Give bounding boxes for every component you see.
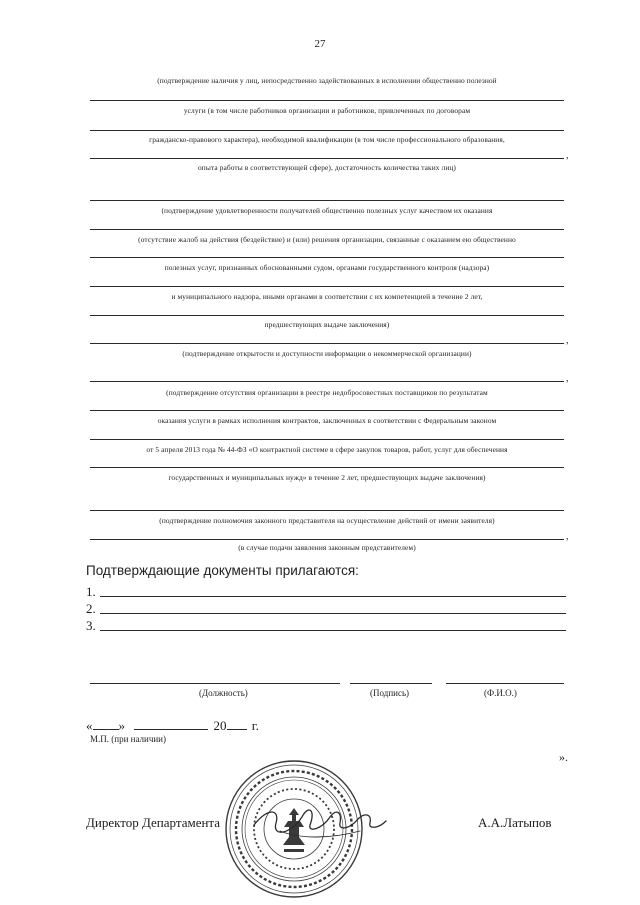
- fill-line: [90, 158, 564, 159]
- caption-satisfaction-5: предшествующих выдаче заключения): [264, 320, 390, 329]
- fill-line: [90, 257, 564, 258]
- caption-qualification-3: гражданско-правового характера), необходимой квалификации (в том числе профессионального образования,: [149, 135, 505, 144]
- fill-line: [90, 410, 564, 411]
- document-fill-line: [100, 613, 566, 614]
- fio-line: [446, 683, 564, 684]
- year-prefix: 20: [213, 718, 227, 733]
- month-blank: [134, 717, 208, 730]
- document-item: [86, 601, 566, 616]
- year-suffix: г.: [251, 718, 259, 733]
- caption-registry-3: от 5 апреля 2013 года № 44-ФЗ «О контрактной системе в сфере закупок товаров, работ, услуг для обеспечения: [146, 445, 508, 454]
- document-fill-line: [100, 630, 566, 631]
- document-fill-line: [100, 596, 566, 597]
- caption-registry-1: (подтверждение отсутствия организации в реестре недобросовестных поставщиков по результатам: [166, 388, 488, 397]
- caption-satisfaction-4: и муниципального надзора, иными органами в соответствии с их компетенцией в течение 2 лет,: [171, 292, 483, 301]
- caption-openness: (подтверждение открытости и доступности информации о некоммерческой организации): [182, 349, 472, 358]
- fill-line: [90, 539, 564, 540]
- document-number: 1.: [86, 584, 96, 599]
- date-open-quote: «: [86, 718, 93, 733]
- page-number: 27: [314, 38, 326, 50]
- fill-line: [90, 229, 564, 230]
- fill-line: [90, 200, 564, 201]
- position-caption: (Должность): [199, 688, 248, 698]
- line-end-comma: ,: [566, 150, 569, 161]
- signature-caption: (Подпись): [370, 688, 410, 698]
- caption-satisfaction-2: (отсутствие жалоб на действия (бездействие) и (или) решения организации, связанные с оказанием ею общественно: [138, 235, 516, 244]
- document-item: [86, 584, 566, 599]
- date-line: [86, 717, 259, 734]
- signer-title: Директор Департамента: [86, 815, 221, 830]
- fill-line: [90, 510, 564, 511]
- line-end-comma: ,: [566, 373, 569, 384]
- signature-line: [350, 683, 432, 684]
- day-blank: [93, 717, 119, 730]
- fill-line: [90, 100, 564, 101]
- fill-line: [90, 286, 564, 287]
- fill-line: [90, 439, 564, 440]
- fill-line: [90, 343, 564, 344]
- caption-satisfaction-1: (подтверждение удовлетворенности получателей общественно полезных услуг качеством их оказания: [161, 206, 493, 215]
- caption-representative-1: (подтверждение полномочия законного представителя на осуществление действий от имени заявителя): [159, 516, 495, 525]
- closing-quote: ».: [559, 750, 568, 764]
- fill-line: [90, 467, 564, 468]
- caption-qualification-2: услуги (в том числе работников организации и работников, привлеченных по договорам: [183, 106, 471, 115]
- caption-registry-2: оказания услуги в рамках исполнения контрактов, заключенных в соответствии с Федеральным законом: [157, 416, 497, 425]
- position-line: [90, 683, 340, 684]
- fill-line: [90, 130, 564, 131]
- caption-qualification-1: (подтверждение наличия у лиц, непосредственно задействованных в исполнении общественно полезной: [157, 76, 497, 85]
- caption-representative-2: (в случае подачи заявления законным представителем): [238, 543, 416, 552]
- documents-heading: Подтверждающие документы прилагаются:: [86, 563, 359, 578]
- stamp-place-label: М.П. (при наличии): [90, 734, 166, 744]
- date-close-quote: »: [118, 718, 125, 733]
- fill-line: [90, 315, 564, 316]
- document-number: 3.: [86, 618, 96, 633]
- caption-qualification-4: опыта работы в соответствующей сфере), достаточность количества таких лиц): [198, 163, 456, 172]
- line-end-comma: ,: [566, 531, 569, 542]
- handwritten-signature: [250, 795, 390, 845]
- fill-line: [90, 381, 564, 382]
- document-number: 2.: [86, 601, 96, 616]
- line-end-comma: ,: [566, 335, 569, 346]
- signer-name: А.А.Латыпов: [478, 815, 552, 830]
- year-blank: [227, 717, 247, 730]
- caption-registry-4: государственных и муниципальных нужд» в течение 2 лет, предшествующих выдаче заключения): [168, 473, 486, 482]
- document-item: [86, 618, 566, 633]
- caption-satisfaction-3: полезных услуг, признанных обоснованными судом, органами государственного контроля (надзора): [164, 263, 490, 272]
- fio-caption: (Ф.И.О.): [484, 688, 517, 698]
